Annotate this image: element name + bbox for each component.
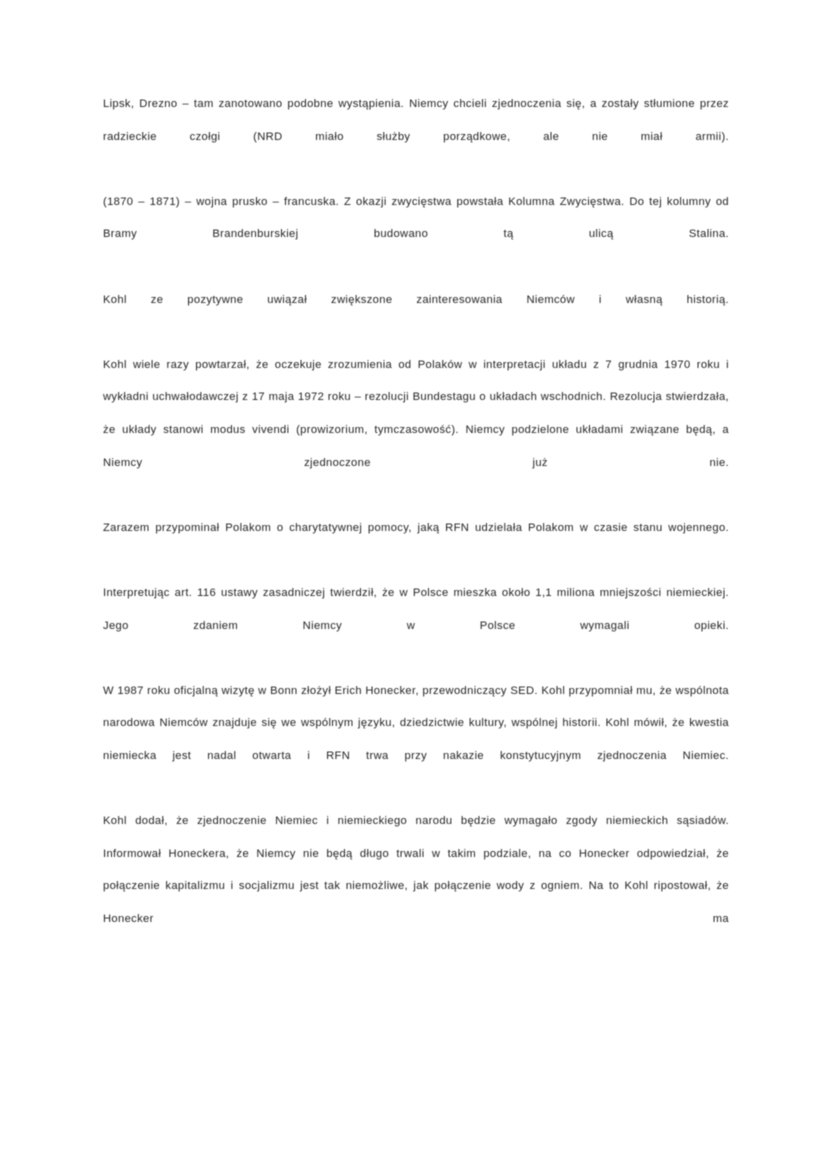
paragraph: Lipsk, Drezno – tam zanotowano podobne wystąpienia. Niemcy chcieli zjednoczenia się, a zostały stłumione przez radzieckie czołgi (NRD miało służby porządkowe, ale nie miał armii).	[103, 98, 729, 143]
paragraph: Kohl ze pozytywne uwiązał zwiększone zainteresowania Niemców i własną historią.	[103, 293, 729, 306]
paragraph: W 1987 roku oficjalną wizytę w Bonn złożył Erich Honecker, przewodniczący SED. Kohl przypomniał mu, że wspólnota narodowa Niemców znajduje się we wspólnym języku, dziedzictwie kultury, wspólnej historii. Kohl mówił, że kwestia niemiecka jest nadal otwarta i RFN trwa przy nakazie konstytucyjnym zjednoczenia Niemiec.	[103, 684, 729, 762]
paragraph: Kohl wiele razy powtarzał, że oczekuje zrozumienia od Polaków w interpretacji układu z 7 grudnia 1970 roku i wykładni uchwałodawczej z 17 maja 1972 roku – rezolucji Bundestagu o układach wschodnich. Rezolucja stwierdzała, że układy stanowi modus vivendi (prowizorium, tymczasowość). Niemcy podzielone układami związane będą, a Niemcy zjednoczone już nie.	[103, 358, 729, 469]
paragraph: Interpretując art. 116 ustawy zasadniczej twierdził, że w Polsce mieszka około 1,1 miliona mniejszości niemieckiej. Jego zdaniem Niemcy w Polsce wymagali opieki.	[103, 586, 729, 632]
paragraph: Kohl dodał, że zjednoczenie Niemiec i niemieckiego narodu będzie wymagało zgody niemieckich sąsiadów. Informował Honeckera, że Niemcy nie będą długo trwali w takim podziale, na co Honecker odpowiedział, że połączenie kapitalizmu i socjalizmu jest tak niemożliwe, jak połączenie wody z ogniem. Na to Kohl ripostował, że Honecker ma	[103, 815, 729, 925]
paragraph: (1870 – 1871) – wojna prusko – francuska. Z okazji zwycięstwa powstała Kolumna Zwycięstwa. Do tej kolumny od Bramy Brandenburskiej budowano tą ulicą Stalina.	[103, 195, 729, 241]
document-text-body	[103, 88, 729, 968]
paragraph: Zarazem przypominał Polakom o charytatywnej pomocy, jaką RFN udzielała Polakom w czasie stanu wojennego.	[103, 521, 729, 534]
